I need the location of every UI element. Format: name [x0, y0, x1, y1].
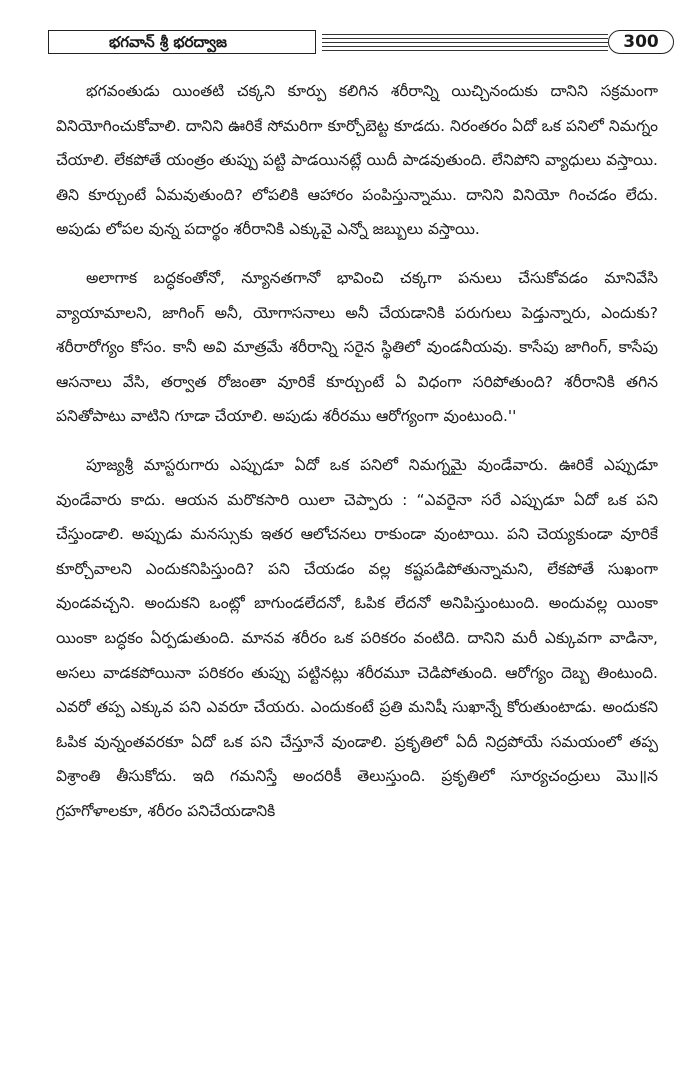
paragraph-2: అలాగాక బద్ధకంతోనో, న్యూనతగానో భావించి చక్కగా పనులు చేసుకోవడం మానివేసి వ్యాయామాలని, జాగింగ్ అనీ, యోగాసనాలు అనీ చేయడానికి పరుగులు పెడ్తున్నారు, ఎందుకు? శరీరారోగ్యం కోసం. కానీ అవి మాత్రమే శరీరాన్ని సరైన స్థితిలో వుండనీయవు. కాసేపు జాగింగ్, కాసేపు ఆసనాలు వేసి, తర్వాత రోజంతా వూరికే కూర్చుంటే ఏ విధంగా సరిపోతుంది? శరీరానికి తగిన పనితోపాటు వాటిని గూడా చేయాలి. అపుడు శరీరము ఆరోగ్యంగా వుంటుంది.'': [56, 268, 658, 426]
page-header: [48, 30, 680, 58]
page-body: [56, 74, 658, 842]
header-rules: [322, 34, 608, 52]
paragraph-1: భగవంతుడు యింతటి చక్కని కూర్పు కలిగిన శరీరాన్ని యిచ్చినందుకు దానిని సక్రమంగా వినియోగించుకోవాలి. దానిని ఊరికే సోమరిగా కూర్చోబెట్ట కూడదు. నిరంతరం ఏదో ఒక పనిలో నిమగ్నం చేయాలి. లేకపోతే యంత్రం తుప్పు పట్టి పాడయినట్లే యిదీ పాడవుతుంది. లేనిపోని వ్యాధులు వస్తాయి. తిని కూర్చుంటే ఏమవుతుంది? లోపలికి ఆహారం పంపిస్తున్నాము. దానిని వినియో గించడం లేదు. అపుడు లోపల వున్న పదార్థం శరీరానికి ఎక్కువై ఎన్నో జబ్బులు వస్తాయి.: [56, 82, 658, 239]
page-number: 300: [608, 30, 674, 54]
book-title: భగవాన్ శ్రీ భరద్వాజ: [48, 30, 316, 54]
paragraph-3: పూజ్యశ్రీ మాస్టరుగారు ఎప్పుడూ ఏదో ఒక పనిలో నిమగ్నమై వుండేవారు. ఊరికే ఎప్పుడూ వుండేవారు కాదు. ఆయన మరొకసారి యిలా చెప్పారు : “ఎవరైనా సరే ఎప్పుడూ ఏదో ఒక పని చేస్తుండాలి. అప్పుడు మనస్సుకు ఇతర ఆలోచనలు రాకుండా వుంటాయి. పని చెయ్యకుండా వూరికే కూర్చోవాలని ఎందుకనిపిస్తుంది? పని చేయడం వల్ల కష్టపడిపోతున్నామని, లేకపోతే సుఖంగా వుండవచ్చని. అందుకని ఒంట్లో బాగుండలేదనో, ఓపిక లేదనో అనిపిస్తుంటుంది. అందువల్ల యింకా యింకా బద్ధకం ఏర్పడుతుంది. మానవ శరీరం ఒక పరికరం వంటిది. దానిని మరీ ఎక్కువగా వాడినా, అసలు వాడకపోయినా పరికరం తుప్పు పట్టినట్లు శరీరమూ చెడిపోతుంది. ఆరోగ్యం దెబ్బ తింటుంది. ఎవరో తప్ప ఎక్కువ పని ఎవరూ చేయరు. ఎందుకంటే ప్రతి మనిషీ సుఖాన్నే కోరుతుంటాడు. అందుకని ఓపిక వున్నంతవరకూ ఏదో ఒక పని చేస్తూనే వుండాలి. ప్రకృతిలో ఏదీ నిద్రపోయే సమయంలో తప్ప విశ్రాంతి తీసుకోదు. ఇది గమనిస్తే అందరికీ తెలుస్తుంది. ప్రకృతిలో సూర్యచంద్రులు మొ॥న గ్రహగోళాలకూ, శరీరం పనిచేయడానికి: [56, 455, 658, 820]
